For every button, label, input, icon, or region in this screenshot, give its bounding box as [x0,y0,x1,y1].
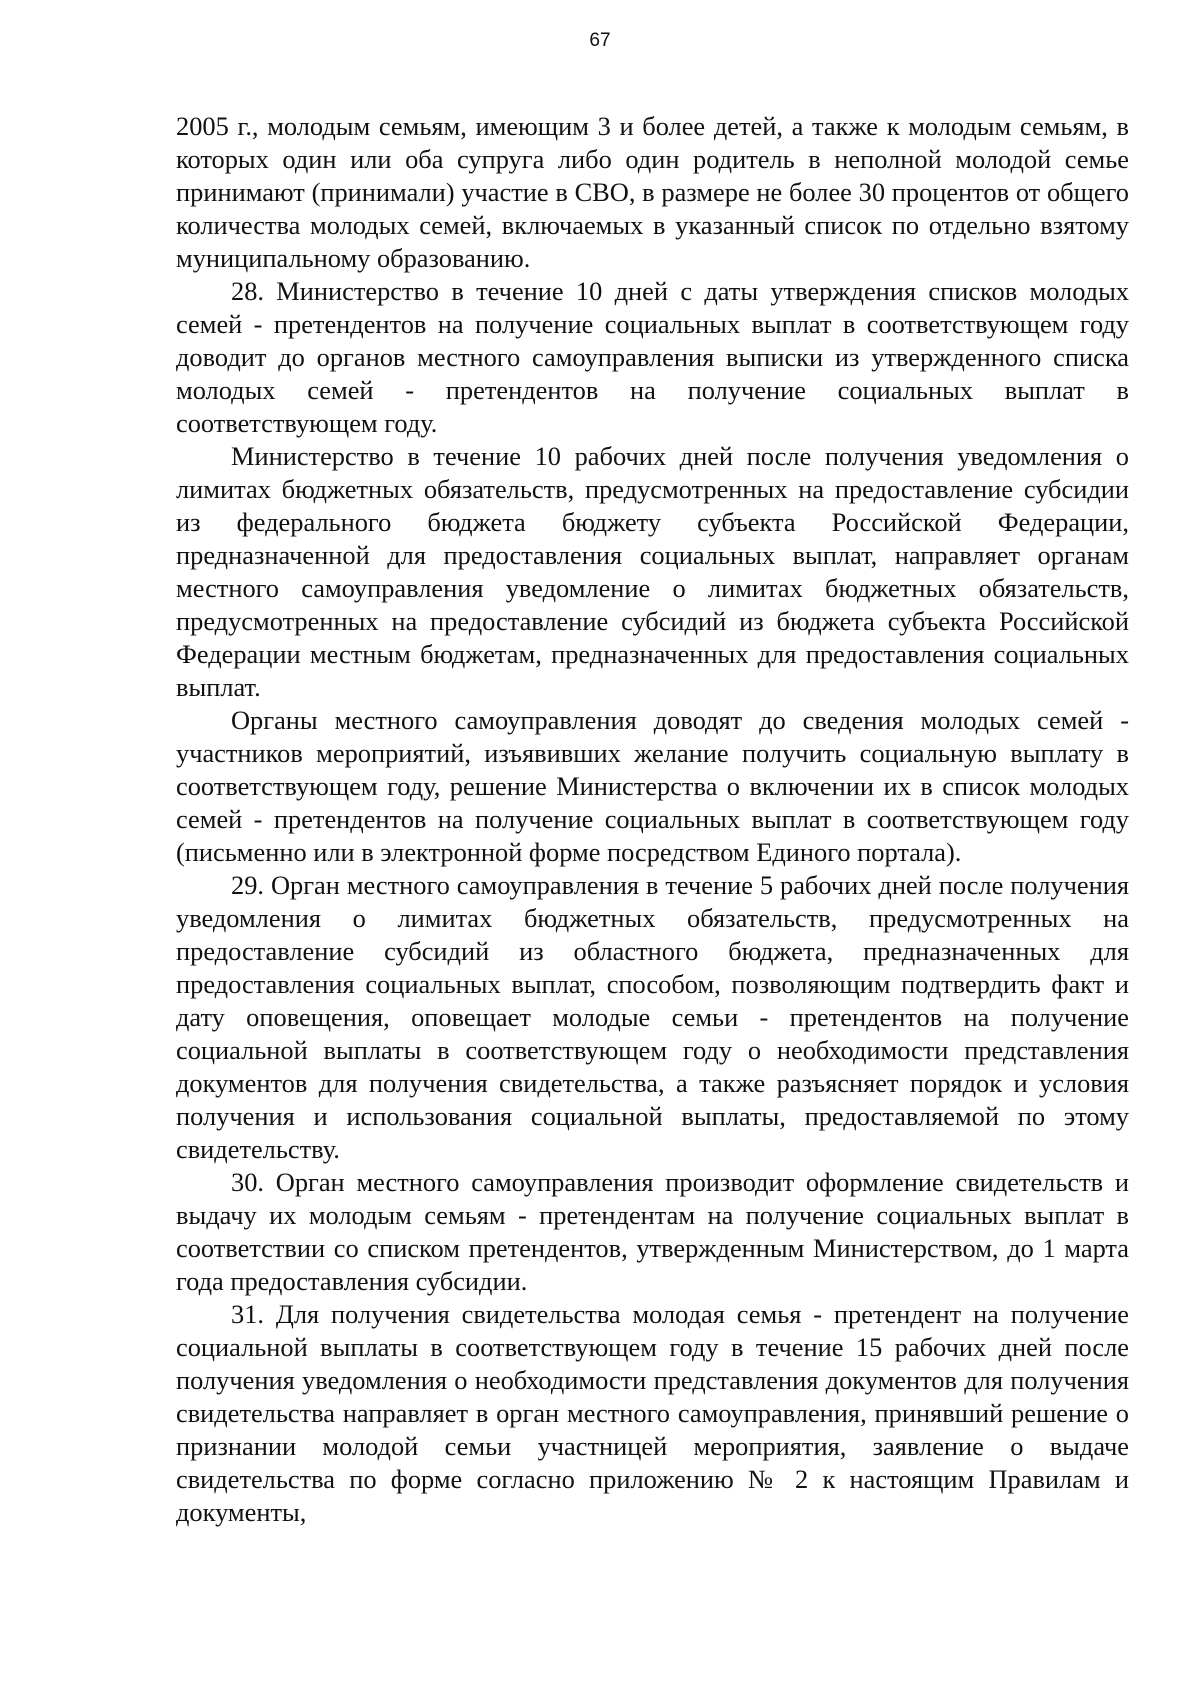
paragraph-local-authorities: Органы местного самоуправления доводят до сведения молодых семей - участников мероприятий, изъявивших желание получить социальную выплату в соответствующем году, решение Министерства о включении их в список молодых семей - претендентов на получение социальных выплат в соответствующем году (письменно или в электронной форме посредством Единого портала). [176,705,1129,867]
document-body [176,110,1129,1529]
paragraph-item-29: 29. Орган местного самоуправления в течение 5 рабочих дней после получения уведомления о лимитах бюджетных обязательств, предусмотренных на предоставление субсидий из областного бюджета, предназначенных для предоставления социальных выплат, способом, позволяющим подтвердить факт и дату оповещения, оповещает молодые семьи - претендентов на получение социальной выплаты в соответствующем году о необходимости представления документов для получения свидетельства, а также разъясняет порядок и условия получения и использования социальной выплаты, предоставляемой по этому свидетельству. [176,870,1129,1164]
paragraph-continuation: 2005 г., молодым семьям, имеющим 3 и более детей, а также к молодым семьям, в которых один или оба супруга либо один родитель в неполной молодой семье принимают (принимали) участие в СВО, в размере не более 30 процентов от общего количества молодых семей, включаемых в указанный список по отдельно взятому муниципальному образованию. [176,111,1129,273]
paragraph-item-31: 31. Для получения свидетельства молодая семья - претендент на получение социальной выплаты в соответствующем году в течение 15 рабочих дней после получения уведомления о необходимости представления документов для получения свидетельства направляет в орган местного самоуправления, принявший решение о признании молодой семьи участницей мероприятия, заявление о выдаче свидетельства по форме согласно приложению № 2 к настоящим Правилам и документы, [176,1299,1129,1527]
paragraph-item-28: 28. Министерство в течение 10 дней с даты утверждения списков молодых семей - претендентов на получение социальных выплат в соответствующем году доводит до органов местного самоуправления выписки из утвержденного списка молодых семей - претендентов на получение социальных выплат в соответствующем году. [176,276,1129,438]
paragraph-ministry-notice: Министерство в течение 10 рабочих дней после получения уведомления о лимитах бюджетных обязательств, предусмотренных на предоставление субсидии из федерального бюджета бюджету субъекта Российской Федерации, предназначенной для предоставления социальных выплат, направляет органам местного самоуправления уведомление о лимитах бюджетных обязательств, предусмотренных на предоставление субсидий из бюджета субъекта Российской Федерации местным бюджетам, предназначенных для предоставления социальных выплат. [176,441,1129,702]
paragraph-item-30: 30. Орган местного самоуправления производит оформление свидетельств и выдачу их молодым семьям - претендентам на получение социальных выплат в соответствии со списком претендентов, утвержденным Министерством, до 1 марта года предоставления субсидии. [176,1167,1129,1296]
page-number: 67 [589,30,611,51]
